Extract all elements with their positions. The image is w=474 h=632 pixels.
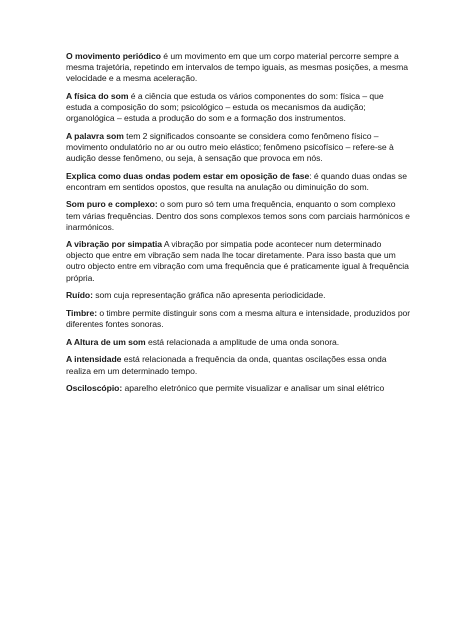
definition-text: é um movimento em que um corpo material percorre sempre a mesma trajetória, repetindo em intervalos de tempo iguais, as mesmas posições, a mesma velocidade e a mesma aceleração.	[66, 51, 408, 84]
paragraph-som-puro-complexo	[66, 199, 411, 232]
term-label: A intensidade	[66, 354, 122, 365]
term-label: Osciloscópio:	[66, 383, 123, 394]
term-label: Ruído:	[66, 290, 93, 301]
term-label: O movimento periódico	[66, 51, 161, 61]
term-label: Som puro e complexo:	[66, 199, 158, 210]
definition-text: : é quando duas ondas se encontram em sentidos opostos, que resulta na anulação ou diminuição do som.	[66, 170, 407, 192]
paragraph-fisica-do-som	[66, 91, 411, 124]
paragraph-vibracao-simpatia	[66, 239, 411, 283]
paragraph-movimento-periodico	[66, 51, 411, 84]
term-label: A palavra som	[66, 130, 124, 141]
definition-text: tem 2 significados consoante se considera como fenômeno físico – movimento ondulatório no ar ou outro meio elástico; fenômeno psicofísico – refere-se à audição desse fenômeno, ou seja, à sensação que provoca em nós.	[66, 130, 394, 163]
definition-text: o timbre permite distinguir sons com a mesma altura e intensidade, produzidos por diferentes fontes sonoras.	[66, 307, 411, 330]
definition-text: o som puro só tem uma frequência, enquanto o som complexo tem várias frequências. Dentro dos sons complexos temos sons com parciais harmónicos e inarmónicos.	[66, 199, 410, 232]
term-label: A física do som	[66, 90, 129, 101]
definition-text: A vibração por simpatia pode acontecer num determinado objecto que entre em vibração sem nada lhe tocar diretamente. Para isso basta que um outro objecto entre em vibração com uma frequência que é praticamente igual à frequência própria.	[66, 239, 409, 283]
document-body	[66, 51, 411, 401]
paragraph-ruido	[66, 290, 411, 301]
definition-text: aparelho eletrónico que permite visualizar e analisar um sinal elétrico	[122, 383, 385, 394]
definition-text: está relacionada a amplitude de uma onda sonora.	[145, 336, 340, 347]
paragraph-altura-som	[66, 337, 411, 348]
term-label: Timbre:	[66, 307, 98, 318]
paragraph-osciloscopio	[66, 383, 411, 394]
definition-text: som cuja representação gráfica não apresenta periodicidade.	[92, 290, 326, 301]
paragraph-intensidade	[66, 354, 411, 376]
paragraph-oposicao-de-fase	[66, 171, 411, 193]
term-label: Explica como duas ondas podem estar em oposição de fase	[66, 170, 310, 181]
paragraph-palavra-som	[66, 131, 411, 164]
definition-text: está relacionada a frequência da onda, quantas oscilações essa onda realiza em um determinado tempo.	[66, 354, 387, 376]
paragraph-timbre	[66, 308, 411, 330]
definition-text: é a ciência que estuda os vários componentes do som: física – que estuda a composição do som; psicológico – estuda os mecanismos da audição; organológica – estuda a produção do som e a formação dos instrumentos.	[66, 90, 384, 124]
term-label: A vibração por simpatia	[66, 239, 162, 250]
term-label: A Altura de um som	[66, 336, 146, 347]
